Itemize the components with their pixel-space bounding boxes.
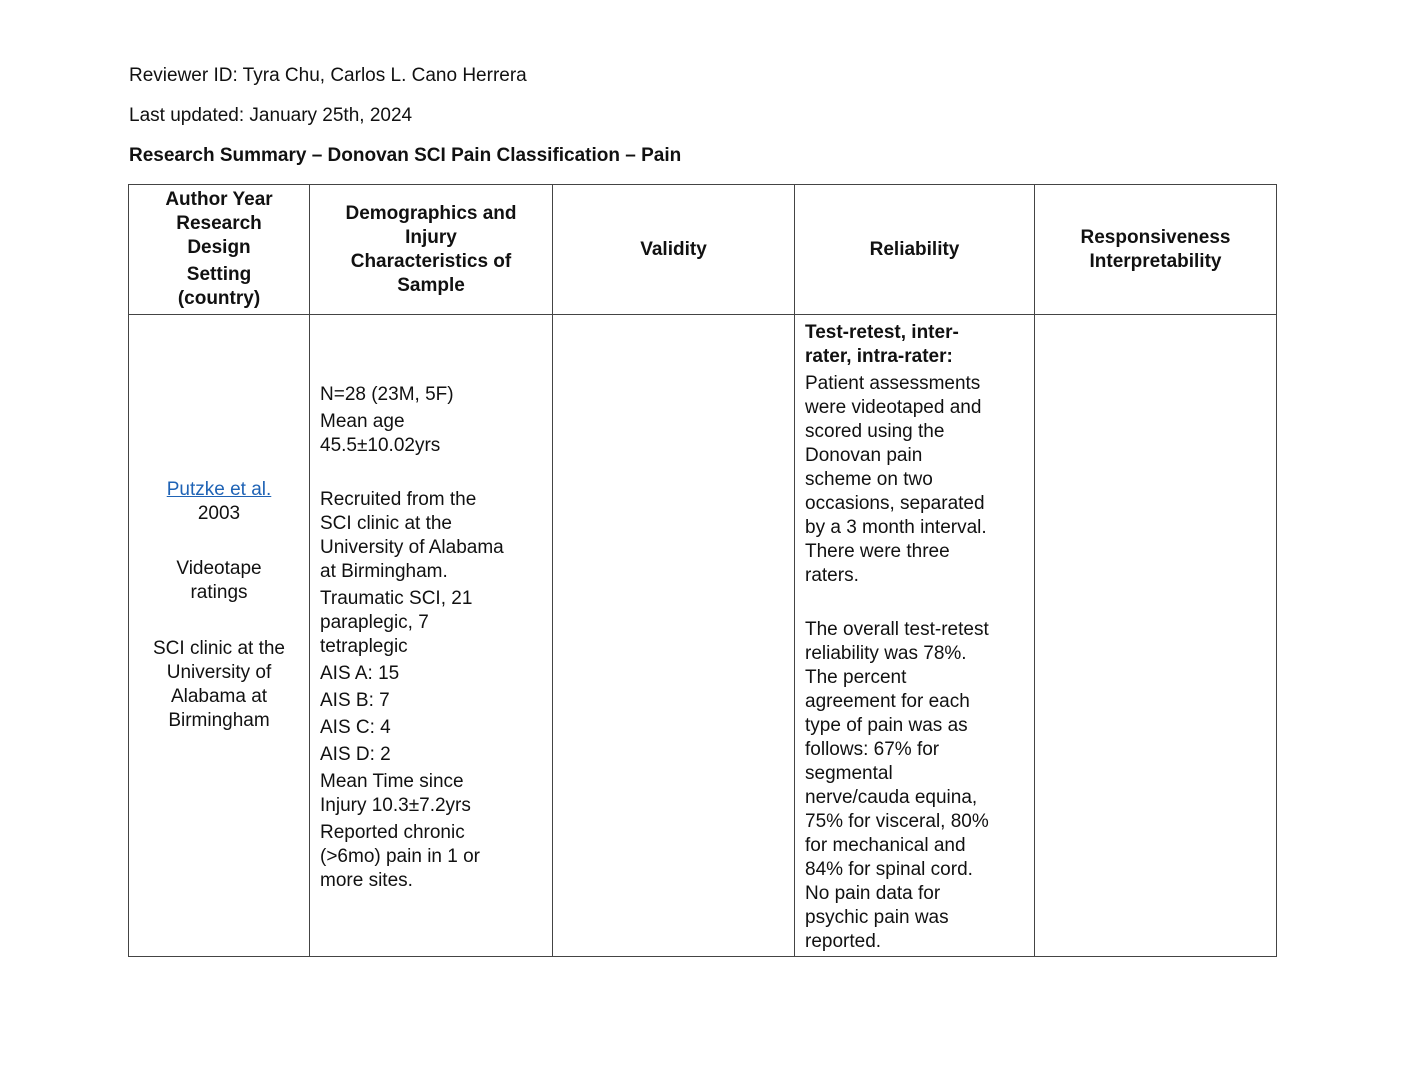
header-line: Reliability [869, 238, 960, 260]
reliability-heading: Test-retest, inter- [805, 322, 959, 343]
study-year: 2003 [197, 503, 241, 524]
header-line: Research [176, 213, 262, 234]
demo-line: University of Alabama [320, 536, 504, 558]
cell-reliability [795, 315, 1035, 957]
reliability-line: 75% for visceral, 80% [805, 811, 989, 832]
demo-line: tetraplegic [320, 635, 408, 657]
header-author-year-design-setting [129, 185, 310, 315]
demo-line: Injury 10.3±7.2yrs [320, 794, 471, 816]
demo-line: Reported chronic [320, 821, 465, 843]
last-updated: Last updated: January 25th, 2024 [129, 105, 413, 126]
reliability-line: scheme on two [805, 469, 933, 490]
reliability-line: The percent [805, 667, 907, 688]
demo-line: (>6mo) pain in 1 or [320, 845, 480, 867]
demo-line: Traumatic SCI, 21 [320, 587, 473, 609]
reliability-line: by a 3 month interval. [805, 517, 987, 538]
header-line: Interpretability [1089, 250, 1222, 272]
design-line: Videotape [176, 558, 262, 579]
reliability-line: scored using the [805, 421, 945, 442]
reliability-line: Patient assessments [805, 373, 981, 394]
demo-line: 45.5±10.02yrs [320, 434, 441, 456]
header-responsiveness [1035, 185, 1277, 315]
cell-responsiveness [1035, 315, 1277, 957]
reviewer-id: Reviewer ID: Tyra Chu, Carlos L. Cano Herrera [129, 65, 527, 86]
table-row [129, 315, 1277, 957]
demo-line: Recruited from the [320, 488, 477, 510]
header-validity [553, 185, 795, 315]
reliability-line: Donovan pain [805, 445, 923, 466]
demo-line: AIS B: 7 [320, 689, 390, 711]
header-line: (country) [177, 288, 261, 309]
demo-line: AIS C: 4 [320, 716, 391, 738]
reliability-line: No pain data for [805, 883, 941, 904]
reliability-line: segmental [805, 763, 893, 784]
header-line: Setting [186, 264, 252, 285]
reliability-line: were videotaped and [805, 397, 982, 418]
reliability-line: psychic pain was [805, 907, 949, 928]
header-reliability [795, 185, 1035, 315]
header-line: Validity [640, 238, 707, 260]
header-line: Sample [397, 274, 465, 296]
reliability-line: nerve/cauda equina, [805, 787, 978, 808]
setting-line: University of [166, 662, 272, 683]
reliability-line: for mechanical and [805, 835, 966, 856]
reliability-line: type of pain was as [805, 715, 968, 736]
header-line: Characteristics of [350, 250, 512, 272]
reliability-line: occasions, separated [805, 493, 985, 514]
reliability-line: reliability was 78%. [805, 643, 967, 664]
demo-line: AIS A: 15 [320, 662, 400, 684]
demo-line: SCI clinic at the [320, 512, 452, 534]
design-line: ratings [190, 582, 248, 603]
page-title: Research Summary – Donovan SCI Pain Classification – Pain [129, 145, 682, 166]
demo-line: at Birmingham. [320, 560, 448, 582]
header-line: Responsiveness [1080, 226, 1231, 248]
cell-validity [553, 315, 795, 957]
reliability-line: 84% for spinal cord. [805, 859, 973, 880]
demo-line: Mean Time since [320, 770, 464, 792]
reliability-line: The overall test-retest [805, 619, 989, 640]
setting-line: Birmingham [168, 710, 270, 731]
header-line: Design [187, 237, 251, 258]
reliability-line: There were three [805, 541, 950, 562]
reliability-line: agreement for each [805, 691, 970, 712]
header-line: Injury [405, 226, 457, 248]
cell-demographics [310, 315, 553, 957]
header-line: Demographics and [345, 202, 517, 224]
setting-line: SCI clinic at the [153, 638, 285, 659]
demo-line: AIS D: 2 [320, 743, 391, 765]
header-demographics [310, 185, 553, 315]
demo-line: N=28 (23M, 5F) [320, 383, 454, 405]
research-summary-table [128, 184, 1277, 957]
reliability-line: follows: 67% for [805, 739, 940, 760]
setting-line: Alabama at [170, 686, 268, 707]
reliability-line: reported. [805, 931, 882, 952]
table-header-row [129, 185, 1277, 315]
demo-line: more sites. [320, 869, 413, 891]
reliability-heading: rater, intra-rater: [805, 346, 953, 367]
reliability-line: raters. [805, 565, 859, 586]
author-link[interactable]: Putzke et al. [166, 479, 272, 500]
cell-author [129, 315, 310, 957]
header-line: Author Year [165, 189, 273, 210]
demo-line: Mean age [320, 410, 405, 432]
demo-line: paraplegic, 7 [320, 611, 429, 633]
